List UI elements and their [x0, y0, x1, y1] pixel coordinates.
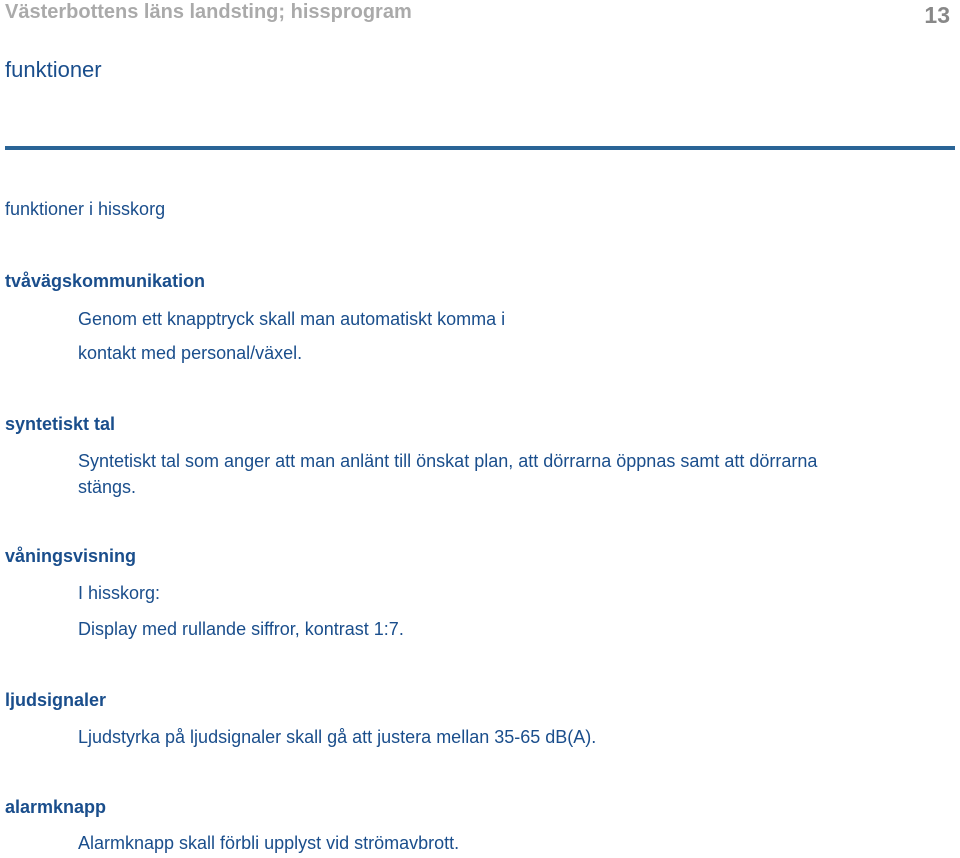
heading-ljudsignaler: ljudsignaler	[5, 690, 107, 710]
heading-tvavagskommunikation: tvåvägskommunikation	[5, 271, 206, 291]
body-line: Display med rullande siffror, kontrast 1:7.	[78, 619, 404, 639]
heading-syntetiskt-tal: syntetiskt tal	[5, 414, 116, 434]
page-number: 13	[924, 2, 950, 28]
body-line: Genom ett knapptryck skall man automatiskt komma i	[78, 309, 506, 329]
body-line: stängs.	[78, 477, 137, 497]
body-line: Alarmknapp skall förbli upplyst vid strömavbrott.	[78, 833, 460, 853]
body-line: Ljudstyrka på ljudsignaler skall gå att justera mellan 35-65 dB(A).	[78, 727, 597, 747]
title-divider	[5, 146, 955, 150]
page-title: funktioner	[5, 57, 102, 82]
body-line: I hisskorg:	[78, 583, 161, 603]
heading-alarmknapp: alarmknapp	[5, 797, 107, 817]
document-header-title: Västerbottens läns landsting; hissprogram	[5, 1, 412, 23]
body-line: Syntetiskt tal som anger att man anlänt till önskat plan, att dörrarna öppnas samt att dörrarna	[78, 451, 818, 471]
body-line: kontakt med personal/växel.	[78, 343, 303, 363]
subsection-title: funktioner i hisskorg	[5, 199, 166, 219]
heading-vaningsvisning: våningsvisning	[5, 546, 137, 566]
